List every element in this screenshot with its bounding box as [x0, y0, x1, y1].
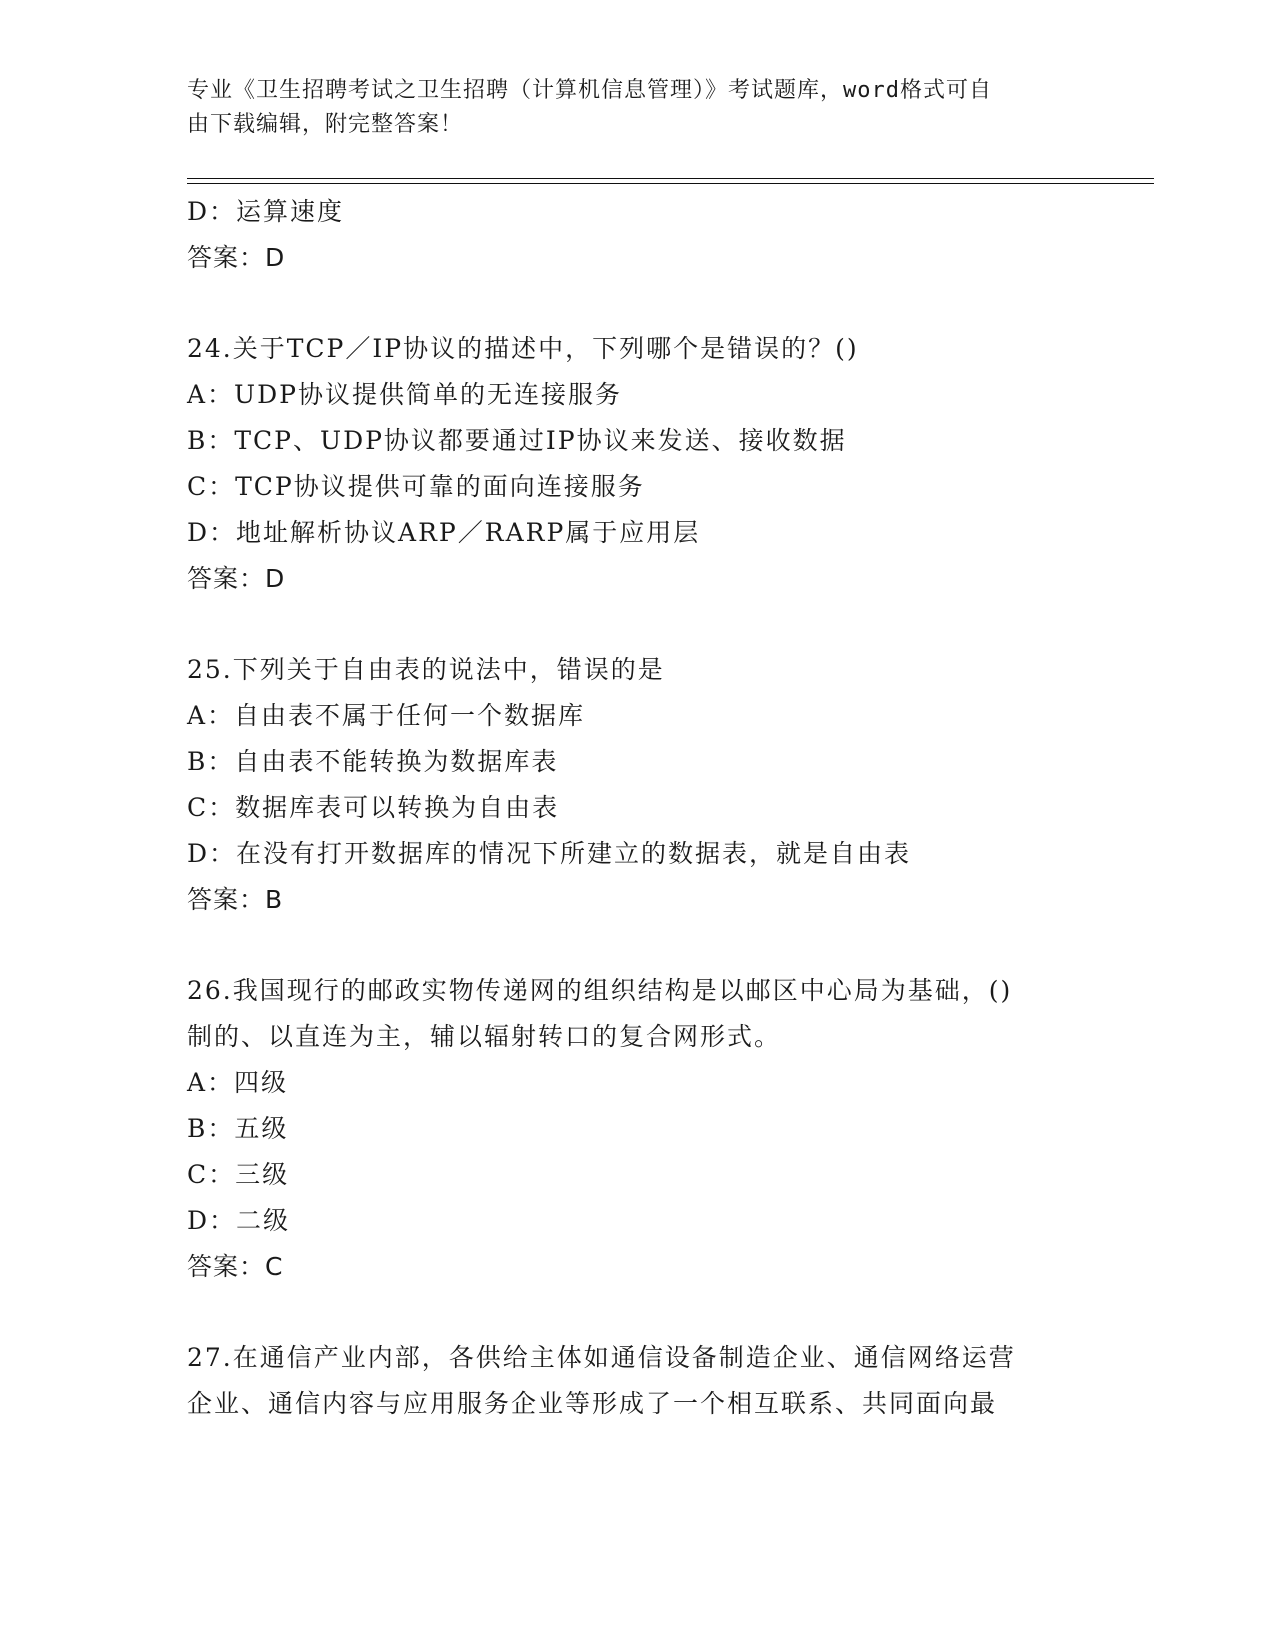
option-a: A：四级	[187, 1068, 289, 1097]
question-stem: 24.关于TCP／IP协议的描述中，下列哪个是错误的？()	[187, 334, 859, 363]
question-stem-line-2: 制的、以直连为主，辅以辐射转口的复合网形式。	[187, 1022, 782, 1051]
question-list	[187, 189, 1087, 1427]
answer: 答案：D	[187, 564, 286, 593]
option-d: D：在没有打开数据库的情况下所建立的数据表，就是自由表	[187, 839, 912, 868]
option-c: C：三级	[187, 1160, 290, 1189]
option-b: B：自由表不能转换为数据库表	[187, 747, 559, 776]
header-line-2: 由下载编辑，附完整答案！	[187, 112, 464, 137]
question-26	[187, 968, 1087, 1290]
question-stem-line-1: 26.我国现行的邮政实物传递网的组织结构是以邮区中心局为基础，()	[187, 976, 1013, 1005]
option-d: D：二级	[187, 1206, 291, 1235]
prev-option-d: D：运算速度	[187, 197, 345, 226]
answer: 答案：C	[187, 1252, 284, 1281]
prev-answer: 答案：D	[187, 243, 286, 272]
header-divider-top	[187, 178, 1154, 179]
option-c: C：数据库表可以转换为自由表	[187, 793, 560, 822]
header-line-1: 专业《卫生招聘考试之卫生招聘（计算机信息管理）》考试题库，word格式可自	[187, 78, 992, 103]
document-header	[187, 74, 1087, 142]
option-b: B：五级	[187, 1114, 289, 1143]
question-stem-line-1: 27.在通信产业内部，各供给主体如通信设备制造企业、通信网络运营	[187, 1343, 1016, 1372]
question-stem-line-2: 企业、通信内容与应用服务企业等形成了一个相互联系、共同面向最	[187, 1389, 998, 1418]
option-b: B：TCP、UDP协议都要通过IP协议来发送、接收数据	[187, 426, 847, 455]
question-25	[187, 647, 1087, 923]
question-stem: 25.下列关于自由表的说法中，错误的是	[187, 655, 665, 684]
option-d: D：地址解析协议ARP／RARP属于应用层	[187, 518, 701, 547]
option-a: A：自由表不属于任何一个数据库	[187, 701, 586, 730]
option-c: C：TCP协议提供可靠的面向连接服务	[187, 472, 645, 501]
option-a: A：UDP协议提供简单的无连接服务	[187, 380, 622, 409]
question-27	[187, 1335, 1087, 1427]
answer: 答案：B	[187, 885, 284, 914]
question-24	[187, 326, 1087, 602]
header-divider-bottom	[187, 183, 1154, 184]
